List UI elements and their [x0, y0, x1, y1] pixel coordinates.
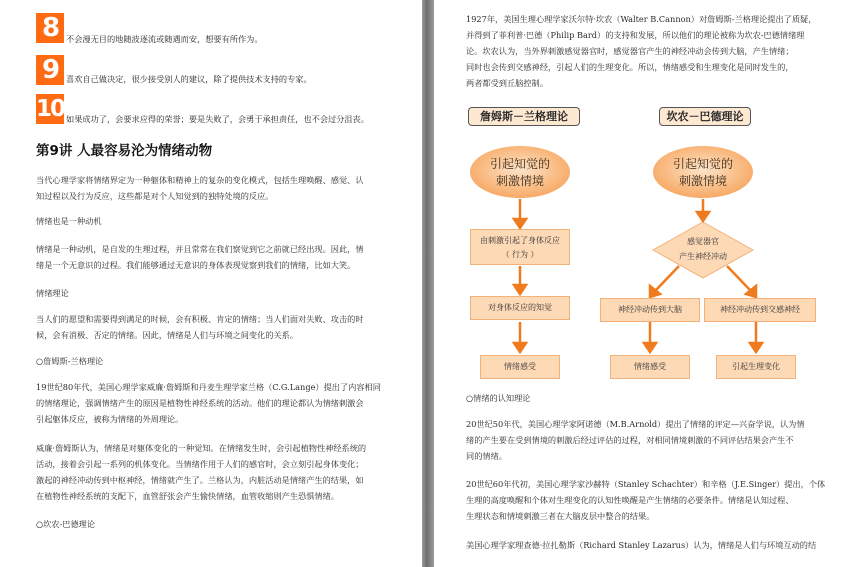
text-line: 刺激情境: [678, 174, 727, 188]
text-line: 美国心理学家理查德·拉扎勒斯（Richard Stanley Lazarus）认为，情绪是人们与环境互动的结: [466, 540, 817, 550]
text-line: 20世纪60年代初，美国心理学家沙赫特（Stanley Schachter）和辛格（J.E.Singer）提出，个体: [466, 479, 826, 489]
paragraph: [36, 379, 381, 427]
stimulus-label-right: [653, 156, 753, 190]
text-line: 的情绪理论，强调情绪产生的原因是植物性神经系统的活动。他们的理论都认为情绪刺激会: [36, 398, 364, 408]
physiological-change-box: 引起生理变化: [716, 355, 796, 379]
text-line: 引起知觉的: [672, 157, 733, 171]
paragraph: [36, 440, 366, 504]
paragraph: [36, 241, 364, 273]
text-line: 激起的神经冲动传到中枢神经，情绪就产生了。兰格认为，内脏活动是情绪产生的结果，如: [36, 475, 364, 485]
text-line: 生理的高度唤醒和个体对生理变化的认知性唤醒是产生情绪的必要条件。情绪是认知过程、: [466, 495, 794, 505]
paragraph: [466, 416, 805, 464]
text-line: 在植物性神经系统的支配下，血管舒张会产生愉快情绪，血管收缩则产生恐惧情绪。: [36, 491, 339, 501]
paragraph: [466, 476, 825, 524]
text-line: 活动，接着会引起一系列的机体变化。当情绪作用于人们的感官时，会立刻引起身体变化；: [36, 459, 364, 469]
arrow-head: [750, 343, 762, 352]
arrow-head: [514, 219, 526, 228]
text-line: 绪的产生要在受到情境的刺激后经过评估的过程，对相同情境刺激的不同评估结果会产生不: [466, 435, 794, 445]
impulse-to-sympathetic-box: 神经冲动传到交感神经: [704, 298, 816, 322]
emotion-feeling-box-left: 情绪感受: [480, 355, 560, 379]
list-item: 如果成功了，会要求应得的荣誉；要是失败了，会勇于承担责任，也不会过分沮丧。: [66, 114, 369, 124]
arrow-head: [514, 343, 526, 352]
item-number-badge: 10: [36, 96, 65, 122]
arrow-head: [514, 285, 526, 294]
arrow: [727, 266, 750, 290]
subheading: ○詹姆斯-兰格理论: [36, 356, 104, 366]
paragraph: [36, 311, 364, 343]
arrow-head: [644, 343, 656, 352]
text-line: 生理状态和情境刺激三者在大脑皮层中整合的结果。: [466, 511, 655, 521]
paragraph: [36, 172, 364, 204]
diagram-arrows: [434, 0, 857, 390]
text-line: 20世纪50年代，美国心理学家阿诺德（M.B.Arnold）提出了情绪的评定—兴奋学说，认为情: [466, 419, 805, 429]
james-lange-title: 詹姆斯－兰格理论: [468, 107, 580, 126]
subheading: 情绪也是一种动机: [36, 216, 102, 226]
body-awareness-box: 对身体反应的知觉: [470, 296, 570, 320]
subheading: ○坎农-巴德理论: [36, 519, 96, 529]
page-gutter: [422, 0, 434, 567]
text-line: 引起知觉的: [489, 157, 550, 171]
left-page: [0, 0, 422, 567]
section-heading: 第9讲 人最容易沦为情绪动物: [36, 143, 213, 159]
text-line: 两者都受到丘脑控制。: [466, 78, 548, 88]
text-line: 同时也会传到交感神经，引起人们的生理变化。所以，情绪感受和生理变化是同时发生的，: [466, 62, 794, 72]
cannon-bard-title: 坎农－巴德理论: [659, 107, 751, 126]
text-line: 当人们的愿望和需要得到满足的时候，会有积极、肯定的情绪；当人们面对失败、攻击的时: [36, 314, 364, 324]
text-line: 感觉器官: [687, 237, 719, 246]
text-line: 论。坎农认为，当外界刺激感觉器官时，感觉器官产生的神经冲动会传到大脑，产生情绪；: [466, 46, 794, 56]
emotion-feeling-box-right: 情绪感受: [610, 355, 690, 379]
arrow: [656, 266, 679, 290]
subheading: ○情绪的认知理论: [466, 393, 531, 403]
text-line: 候，会有消极、否定的情绪。因此，情绪是人们与环境之间变化的关系。: [36, 330, 299, 340]
text-line: 情绪是一种动机，是自发的生理过程，并且常常在我们察觉到它之前就已经出现。因此，情: [36, 244, 364, 254]
impulse-to-brain-box: 神经冲动传到大脑: [600, 298, 700, 322]
subheading: 情绪理论: [36, 288, 69, 298]
text-line: 当代心理学家将情绪界定为一种躯体和精神上的复杂的变化模式，包括生理唤醒、感觉、认: [36, 175, 364, 185]
stimulus-label-left: [470, 156, 570, 190]
list-item: 喜欢自己做决定，很少接受别人的建议，除了提供技术支持的专家。: [66, 74, 312, 84]
text-line: 知过程以及行为反应，这些都是对个人知觉到的独特处境的反应。: [36, 191, 274, 201]
right-page: [434, 0, 857, 567]
body-reaction-box: [470, 229, 570, 265]
paragraph: [466, 537, 816, 553]
item-number-badge: 8: [36, 13, 64, 43]
text-line: （ 行为 ）: [501, 250, 539, 259]
sense-organ-label: [663, 234, 743, 264]
text-line: 刺激情境: [495, 174, 544, 188]
arrow-head: [697, 212, 709, 221]
text-line: 同的情绪。: [466, 451, 507, 461]
text-line: 19世纪80年代，美国心理学家威廉·詹姆斯和丹麦生理学家兰格（C.G.Lange）提出了内容相同: [36, 382, 381, 392]
text-line: 绪是一个无意识的过程。我们能够通过无意识的身体表现觉察到我们的情绪，比如大笑。: [36, 260, 356, 270]
text-line: 1927年，美国生理心理学家沃尔特·坎农（Walter B.Cannon）对詹姆斯-兰格理论提出了质疑，: [466, 14, 817, 24]
text-line: 产生神经冲动: [679, 252, 727, 261]
text-line: 由刺激引起了身体反应: [480, 236, 560, 245]
text-line: 威廉·詹姆斯认为，情绪是对躯体变化的一种觉知。在情绪发生时，会引起植物性神经系统的: [36, 443, 367, 453]
text-line: 并得到了菲利普·巴德（Philip Bard）的支持和发展，所以他们的理论被称为坎农-巴德情绪理: [466, 30, 805, 40]
text-line: 引起躯体反应，被称为情绪的外周理论。: [36, 414, 184, 424]
item-number-badge: 9: [36, 55, 64, 85]
list-item: 不会漫无目的地随波逐流或随遇而安，想要有所作为。: [66, 34, 263, 44]
